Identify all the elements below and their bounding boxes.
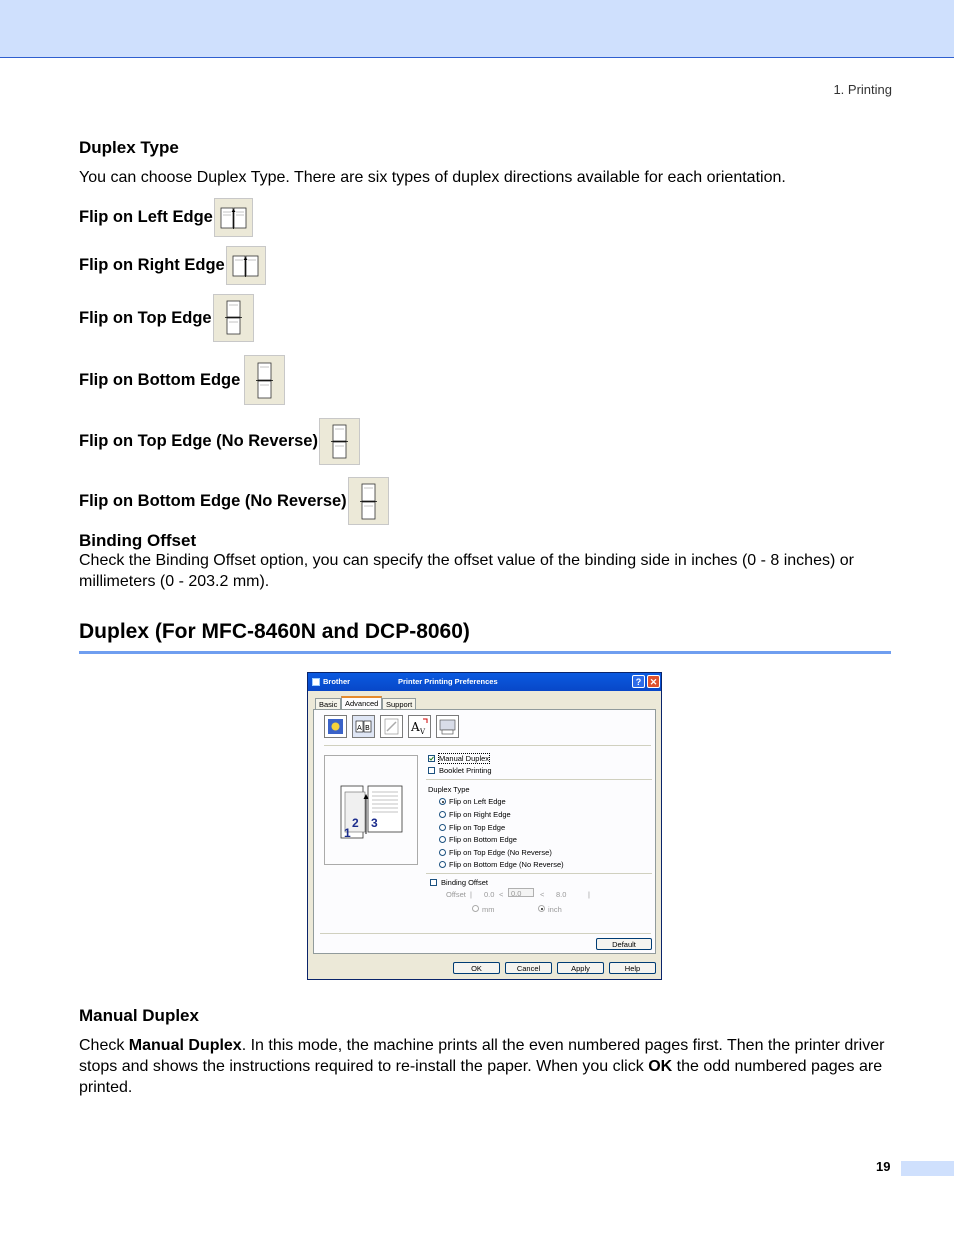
page-number: 19 (876, 1159, 891, 1174)
flip-bottom-edge-row (79, 355, 285, 405)
offset-label: Offset (446, 890, 466, 899)
radio-flip-left-edge[interactable] (439, 798, 446, 805)
dialog-title-brand: Brother (323, 677, 351, 686)
radio-unit-mm-label: mm (482, 905, 495, 914)
manual-duplex-label: Manual Duplex (439, 754, 490, 763)
flip-bottom-edge-no-reverse-label: Flip on Bottom Edge (No Reverse) (79, 491, 347, 510)
radio-flip-bottom-edge-label: Flip on Bottom Edge (449, 835, 517, 844)
section-rule (79, 651, 891, 654)
offset-min: 0.0 (484, 890, 495, 899)
offset-value-input[interactable]: 0.0 (508, 888, 534, 897)
duplex-type-heading: Duplex Type (79, 138, 179, 157)
options-separator (426, 779, 652, 780)
flip-top-edge-icon (213, 294, 254, 342)
binding-separator (426, 873, 652, 874)
duplex-type-intro: You can choose Duplex Type. There are six types of duplex directions available for each orientation. (79, 169, 786, 186)
svg-text:A: A (411, 720, 420, 734)
tab-support[interactable]: Support (382, 698, 416, 710)
dialog-title: Printer Printing Preferences (398, 677, 498, 686)
svg-text:A: A (357, 724, 362, 732)
radio-flip-top-no-reverse[interactable] (439, 849, 446, 856)
duplex-preview (324, 755, 418, 865)
radio-unit-inch-label: inch (548, 905, 562, 914)
flip-left-edge-row (79, 198, 253, 237)
tab-basic[interactable]: Basic (315, 698, 341, 710)
page-setting-icon[interactable] (408, 715, 431, 738)
manual-duplex-bold-2: OK (648, 1058, 673, 1075)
flip-left-edge-label: Flip on Left Edge (79, 208, 213, 226)
flip-bottom-edge-label: Flip on Bottom Edge (79, 370, 241, 389)
apply-button[interactable]: Apply (557, 962, 604, 974)
printing-preferences-dialog (307, 672, 662, 980)
device-options-icon[interactable] (436, 715, 459, 738)
tab-advanced[interactable]: Advanced (341, 696, 382, 712)
offset-bar-left: | (470, 890, 472, 899)
help-icon[interactable]: ? (632, 675, 645, 688)
binding-offset-checkbox[interactable] (430, 879, 437, 886)
manual-duplex-text-2: . In this mode, the machine prints all the even numbered pages first. Then the printer driver stops and shows the instructions required to re-install the paper. When you click (79, 1037, 885, 1075)
manual-duplex-bold-1: Manual Duplex (128, 1037, 242, 1054)
binding-offset-text: Check the Binding Offset option, you can specify the offset value of the binding side in inches (0 - 8 inches) or millimeters (0 - 203.2 mm). (79, 552, 854, 590)
manual-duplex-checkbox[interactable] (428, 755, 435, 762)
flip-bottom-edge-no-reverse-icon (348, 477, 389, 525)
advanced-panel (313, 709, 656, 954)
radio-flip-right-edge[interactable] (439, 811, 446, 818)
svg-text:B: B (365, 724, 370, 732)
print-quality-icon[interactable] (324, 715, 347, 738)
offset-lt-left: < (499, 890, 504, 899)
flip-right-edge-row (79, 246, 266, 285)
duplex-icon[interactable] (352, 715, 375, 738)
duplex-type-group-label: Duplex Type (428, 785, 470, 794)
offset-lt-right: < (540, 890, 545, 899)
flip-left-edge-icon (214, 198, 253, 237)
radio-flip-right-edge-label: Flip on Right Edge (449, 810, 511, 819)
manual-duplex-heading: Manual Duplex (79, 1006, 199, 1025)
manual-duplex-text-3: the odd numbered pages are printed. (79, 1058, 883, 1096)
flip-top-edge-no-reverse-label: Flip on Top Edge (No Reverse) (79, 432, 318, 450)
radio-flip-bottom-no-reverse-label: Flip on Bottom Edge (No Reverse) (449, 860, 564, 869)
booklet-printing-checkbox[interactable] (428, 767, 435, 774)
offset-bar-right: | (588, 890, 590, 899)
preview-page-2: 2 (352, 816, 359, 830)
flip-top-edge-no-reverse-icon (319, 418, 360, 465)
header-band (0, 0, 954, 58)
printer-app-icon (312, 678, 320, 686)
toolbar-separator (324, 745, 651, 746)
page-tab-marker (901, 1161, 954, 1176)
preview-page-3: 3 (371, 816, 378, 830)
section-heading: Duplex (For MFC-8460N and DCP-8060) (79, 620, 470, 643)
radio-flip-bottom-edge[interactable] (439, 836, 446, 843)
binding-offset-heading: Binding Offset (79, 531, 197, 550)
offset-max: 8.0 (556, 890, 567, 899)
flip-top-edge-no-reverse-row (79, 418, 360, 465)
chapter-label: 1. Printing (833, 82, 892, 97)
close-icon[interactable]: ✕ (647, 675, 660, 688)
svg-text:V: V (420, 728, 426, 736)
help-button[interactable]: Help (609, 962, 656, 974)
binding-offset-label: Binding Offset (441, 878, 488, 887)
flip-top-edge-row (79, 294, 254, 342)
preview-page-1: 1 (344, 826, 351, 840)
panel-bottom-separator (320, 933, 651, 934)
flip-bottom-edge-icon (244, 355, 285, 405)
manual-duplex-text-1: Check (79, 1037, 129, 1054)
watermark-icon[interactable] (380, 715, 403, 738)
radio-unit-inch[interactable] (538, 905, 545, 912)
flip-right-edge-label: Flip on Right Edge (79, 256, 225, 274)
cancel-button[interactable]: Cancel (505, 962, 552, 974)
ok-button[interactable]: OK (453, 962, 500, 974)
radio-flip-top-edge-label: Flip on Top Edge (449, 823, 506, 832)
booklet-printing-label: Booklet Printing (439, 766, 492, 775)
flip-bottom-edge-no-reverse-row (79, 477, 389, 525)
radio-flip-top-no-reverse-label: Flip on Top Edge (No Reverse) (449, 848, 552, 857)
radio-unit-mm[interactable] (472, 905, 479, 912)
flip-top-edge-label: Flip on Top Edge (79, 308, 212, 327)
radio-flip-top-edge[interactable] (439, 824, 446, 831)
radio-flip-bottom-no-reverse[interactable] (439, 861, 446, 868)
default-button[interactable]: Default (596, 938, 652, 950)
flip-right-edge-icon (226, 246, 266, 285)
radio-flip-left-edge-label: Flip on Left Edge (449, 797, 506, 806)
dialog-title-bar (308, 673, 661, 691)
manual-duplex-paragraph (79, 1035, 891, 1098)
